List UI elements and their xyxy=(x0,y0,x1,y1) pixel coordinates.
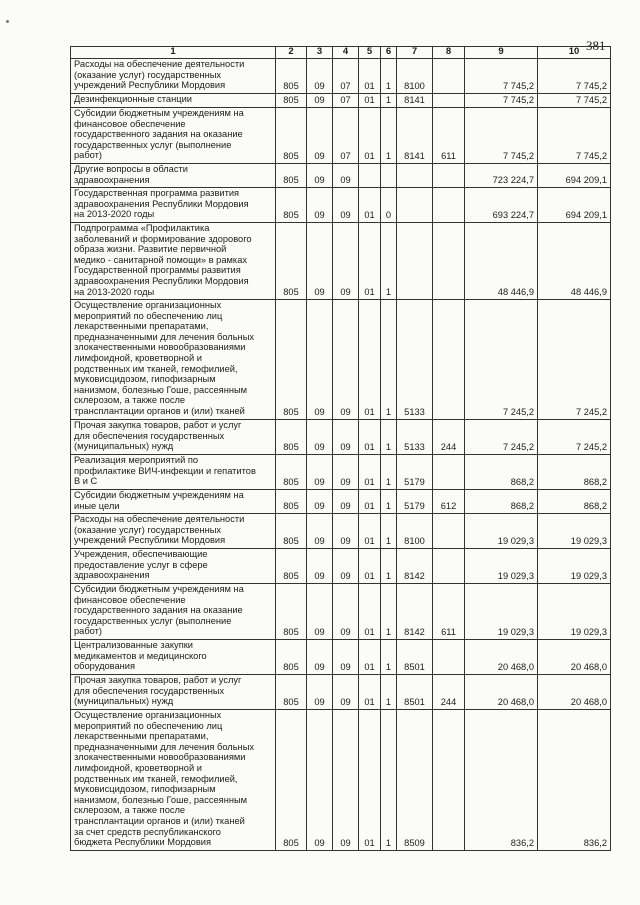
subsection-code: 09 xyxy=(333,455,359,490)
scan-speck xyxy=(6,20,9,23)
program-code: 01 xyxy=(359,640,381,675)
section-code: 09 xyxy=(307,188,333,223)
row-name-cell xyxy=(71,164,276,188)
ministry-code: 805 xyxy=(276,584,307,640)
amount-2014: 20 468,0 xyxy=(465,675,538,710)
expense-type-code xyxy=(433,59,465,94)
expense-type-code xyxy=(433,455,465,490)
expense-type-code xyxy=(433,94,465,108)
subprogram-code: 1 xyxy=(381,94,397,108)
section-code: 09 xyxy=(307,300,333,420)
table-row xyxy=(71,455,611,490)
ministry-code: 805 xyxy=(276,300,307,420)
expense-type-code: 611 xyxy=(433,584,465,640)
amount-2014: 868,2 xyxy=(465,490,538,514)
table-row xyxy=(71,490,611,514)
section-code: 09 xyxy=(307,514,333,549)
program-code: 01 xyxy=(359,188,381,223)
subsection-code: 09 xyxy=(333,188,359,223)
subprogram-code: 1 xyxy=(381,710,397,851)
row-name-cell xyxy=(71,549,276,584)
target-item-code: 8501 xyxy=(397,640,433,675)
row-name: Расходы на обеспечение деятельности (оказание услуг) государственных учреждений Республики Мордовия xyxy=(74,514,245,546)
expense-type-code xyxy=(433,549,465,584)
amount-2014: 48 446,9 xyxy=(465,223,538,300)
amount-2014: 693 224,7 xyxy=(465,188,538,223)
subprogram-code: 1 xyxy=(381,455,397,490)
table-row xyxy=(71,584,611,640)
subsection-code: 09 xyxy=(333,710,359,851)
column-number-10: 10 xyxy=(538,47,611,59)
subprogram-code: 1 xyxy=(381,640,397,675)
target-item-code xyxy=(397,164,433,188)
section-code: 09 xyxy=(307,584,333,640)
column-number-8: 8 xyxy=(433,47,465,59)
amount-2014: 7 745,2 xyxy=(465,108,538,164)
ministry-code: 805 xyxy=(276,514,307,549)
subprogram-code: 1 xyxy=(381,490,397,514)
program-code: 01 xyxy=(359,710,381,851)
amount-2015: 19 029,3 xyxy=(538,584,611,640)
program-code: 01 xyxy=(359,584,381,640)
expense-type-code xyxy=(433,300,465,420)
subprogram-code: 1 xyxy=(381,549,397,584)
amount-2015: 48 446,9 xyxy=(538,223,611,300)
table-header xyxy=(71,47,611,59)
subprogram-code: 1 xyxy=(381,108,397,164)
target-item-code: 5133 xyxy=(397,300,433,420)
program-code xyxy=(359,164,381,188)
expense-type-code xyxy=(433,640,465,675)
program-code: 01 xyxy=(359,108,381,164)
amount-2014: 723 224,7 xyxy=(465,164,538,188)
target-item-code: 5133 xyxy=(397,420,433,455)
table-row xyxy=(71,300,611,420)
target-item-code: 8142 xyxy=(397,549,433,584)
subsection-code: 09 xyxy=(333,300,359,420)
program-code: 01 xyxy=(359,549,381,584)
section-code: 09 xyxy=(307,549,333,584)
subsection-code: 09 xyxy=(333,420,359,455)
amount-2015: 20 468,0 xyxy=(538,640,611,675)
section-code: 09 xyxy=(307,59,333,94)
row-name-cell xyxy=(71,59,276,94)
subprogram-code: 1 xyxy=(381,584,397,640)
amount-2014: 7 245,2 xyxy=(465,300,538,420)
target-item-code: 5179 xyxy=(397,455,433,490)
subsection-code: 09 xyxy=(333,675,359,710)
section-code: 09 xyxy=(307,675,333,710)
table-row xyxy=(71,164,611,188)
ministry-code: 805 xyxy=(276,94,307,108)
table-body xyxy=(71,59,611,851)
subsection-code: 09 xyxy=(333,223,359,300)
expense-type-code xyxy=(433,710,465,851)
section-code: 09 xyxy=(307,710,333,851)
column-number-1: 1 xyxy=(71,47,276,59)
table-row xyxy=(71,59,611,94)
program-code: 01 xyxy=(359,59,381,94)
amount-2015: 694 209,1 xyxy=(538,188,611,223)
row-name-cell xyxy=(71,584,276,640)
target-item-code xyxy=(397,188,433,223)
row-name: Осуществление организационных мероприятий по обеспечению лиц лекарственными препаратами, предназначенными для лечения больных злокачественными новообразованиями лимфоидной, кроветворной и родственных им тканей, гемофилией, муковисцидозом, гипофизарным нанизмом, болезнью Гоше, рассеянным склерозом, а также после трансплантации органов и (или) тканей xyxy=(74,300,255,416)
target-item-code: 8501 xyxy=(397,675,433,710)
amount-2014: 868,2 xyxy=(465,455,538,490)
column-number-5: 5 xyxy=(359,47,381,59)
row-name: Прочая закупка товаров, работ и услуг для обеспечения государственных (муниципальных) нужд xyxy=(74,420,242,452)
subprogram-code: 1 xyxy=(381,675,397,710)
row-name-cell xyxy=(71,300,276,420)
program-code: 01 xyxy=(359,514,381,549)
column-number-row xyxy=(71,47,611,59)
ministry-code: 805 xyxy=(276,420,307,455)
section-code: 09 xyxy=(307,490,333,514)
target-item-code: 8141 xyxy=(397,94,433,108)
amount-2015: 7 745,2 xyxy=(538,94,611,108)
target-item-code: 8100 xyxy=(397,59,433,94)
program-code: 01 xyxy=(359,94,381,108)
row-name-cell xyxy=(71,94,276,108)
row-name: Субсидии бюджетным учреждениям на иные цели xyxy=(74,490,244,511)
expense-type-code xyxy=(433,164,465,188)
subsection-code: 07 xyxy=(333,59,359,94)
table-row xyxy=(71,710,611,851)
expense-type-code: 611 xyxy=(433,108,465,164)
row-name-cell xyxy=(71,710,276,851)
section-code: 09 xyxy=(307,640,333,675)
subsection-code: 09 xyxy=(333,490,359,514)
ministry-code: 805 xyxy=(276,223,307,300)
expense-type-code xyxy=(433,223,465,300)
program-code: 01 xyxy=(359,490,381,514)
section-code: 09 xyxy=(307,108,333,164)
row-name-cell xyxy=(71,640,276,675)
row-name-cell xyxy=(71,455,276,490)
amount-2014: 836,2 xyxy=(465,710,538,851)
amount-2015: 7 245,2 xyxy=(538,420,611,455)
subsection-code: 09 xyxy=(333,514,359,549)
row-name: Осуществление организационных мероприятий по обеспечению лиц лекарственными препаратами, предназначенными для лечения больных злокачественными новообразованиями лимфоидной, кроветворной и родственных им тканей, гемофилией, муковисцидозом, гипофизарным нанизмом, болезнью Гоше, рассеянным склерозом, а также после трансплантации органов и (или) тканей за счет средств республиканского бюджета Республики Мордовия xyxy=(74,710,255,848)
row-name: Субсидии бюджетным учреждениям на финансовое обеспечение государственного задания на оказание государственных услуг (выполнение работ) xyxy=(74,108,244,161)
row-name-cell xyxy=(71,420,276,455)
table-row xyxy=(71,223,611,300)
row-name-cell xyxy=(71,108,276,164)
row-name: Дезинфекционные станции xyxy=(74,94,192,104)
row-name: Расходы на обеспечение деятельности (оказание услуг) государственных учреждений Республики Мордовия xyxy=(74,59,245,91)
section-code: 09 xyxy=(307,94,333,108)
amount-2015: 836,2 xyxy=(538,710,611,851)
amount-2015: 7 745,2 xyxy=(538,59,611,94)
amount-2015: 19 029,3 xyxy=(538,514,611,549)
amount-2015: 7 245,2 xyxy=(538,300,611,420)
program-code: 01 xyxy=(359,675,381,710)
amount-2015: 7 745,2 xyxy=(538,108,611,164)
ministry-code: 805 xyxy=(276,675,307,710)
row-name: Государственная программа развития здравоохранения Республики Мордовия на 2013-2020 годы xyxy=(74,188,249,220)
row-name: Прочая закупка товаров, работ и услуг для обеспечения государственных (муниципальных) нужд xyxy=(74,675,242,707)
subprogram-code: 1 xyxy=(381,300,397,420)
program-code: 01 xyxy=(359,223,381,300)
subsection-code: 07 xyxy=(333,94,359,108)
ministry-code: 805 xyxy=(276,549,307,584)
expense-type-code xyxy=(433,188,465,223)
expense-type-code: 244 xyxy=(433,675,465,710)
subprogram-code: 1 xyxy=(381,514,397,549)
target-item-code: 8100 xyxy=(397,514,433,549)
table-row xyxy=(71,188,611,223)
row-name-cell xyxy=(71,223,276,300)
target-item-code: 8509 xyxy=(397,710,433,851)
section-code: 09 xyxy=(307,420,333,455)
ministry-code: 805 xyxy=(276,455,307,490)
amount-2015: 694 209,1 xyxy=(538,164,611,188)
target-item-code: 5179 xyxy=(397,490,433,514)
table-row xyxy=(71,420,611,455)
expense-type-code xyxy=(433,514,465,549)
section-code: 09 xyxy=(307,223,333,300)
amount-2014: 7 745,2 xyxy=(465,59,538,94)
subsection-code: 07 xyxy=(333,108,359,164)
amount-2014: 20 468,0 xyxy=(465,640,538,675)
ministry-code: 805 xyxy=(276,188,307,223)
subprogram-code: 1 xyxy=(381,420,397,455)
row-name: Субсидии бюджетным учреждениям на финансовое обеспечение государственного задания на оказание государственных услуг (выполнение работ) xyxy=(74,584,244,637)
ministry-code: 805 xyxy=(276,710,307,851)
subsection-code: 09 xyxy=(333,549,359,584)
table-row xyxy=(71,108,611,164)
subprogram-code: 1 xyxy=(381,223,397,300)
row-name-cell xyxy=(71,490,276,514)
column-number-2: 2 xyxy=(276,47,307,59)
column-number-4: 4 xyxy=(333,47,359,59)
amount-2014: 7 245,2 xyxy=(465,420,538,455)
amount-2015: 19 029,3 xyxy=(538,549,611,584)
row-name: Другие вопросы в области здравоохранения xyxy=(74,164,188,185)
subsection-code: 09 xyxy=(333,164,359,188)
table-row xyxy=(71,94,611,108)
program-code: 01 xyxy=(359,300,381,420)
ministry-code: 805 xyxy=(276,640,307,675)
target-item-code: 8141 xyxy=(397,108,433,164)
row-name: Учреждения, обеспечивающие предоставление услуг в сфере здравоохранения xyxy=(74,549,208,581)
subsection-code: 09 xyxy=(333,640,359,675)
amount-2014: 19 029,3 xyxy=(465,584,538,640)
amount-2015: 868,2 xyxy=(538,455,611,490)
ministry-code: 805 xyxy=(276,108,307,164)
section-code: 09 xyxy=(307,164,333,188)
subprogram-code: 0 xyxy=(381,188,397,223)
table-row xyxy=(71,549,611,584)
table-row xyxy=(71,514,611,549)
amount-2014: 19 029,3 xyxy=(465,549,538,584)
row-name-cell xyxy=(71,188,276,223)
subprogram-code: 1 xyxy=(381,59,397,94)
ministry-code: 805 xyxy=(276,490,307,514)
row-name: Централизованные закупки медикаментов и медицинского оборудования xyxy=(74,640,207,672)
amount-2015: 20 468,0 xyxy=(538,675,611,710)
expense-type-code: 244 xyxy=(433,420,465,455)
row-name-cell xyxy=(71,675,276,710)
budget-table xyxy=(70,46,611,851)
column-number-7: 7 xyxy=(397,47,433,59)
column-number-3: 3 xyxy=(307,47,333,59)
section-code: 09 xyxy=(307,455,333,490)
target-item-code xyxy=(397,223,433,300)
amount-2014: 7 745,2 xyxy=(465,94,538,108)
column-number-6: 6 xyxy=(381,47,397,59)
ministry-code: 805 xyxy=(276,59,307,94)
subsection-code: 09 xyxy=(333,584,359,640)
table-row xyxy=(71,675,611,710)
row-name: Подпрограмма «Профилактика заболеваний и формирование здорового образа жизни. Развитие первичной медико - санитарной помощи» в рамках Государственной программы развития здравоохранения Республики Мордовия на 2013-2020 годы xyxy=(74,223,252,297)
program-code: 01 xyxy=(359,455,381,490)
ministry-code: 805 xyxy=(276,164,307,188)
expense-type-code: 612 xyxy=(433,490,465,514)
table-row xyxy=(71,640,611,675)
target-item-code: 8142 xyxy=(397,584,433,640)
column-number-9: 9 xyxy=(465,47,538,59)
subprogram-code xyxy=(381,164,397,188)
amount-2015: 868,2 xyxy=(538,490,611,514)
page-number: 381 xyxy=(586,38,606,53)
row-name-cell xyxy=(71,514,276,549)
amount-2014: 19 029,3 xyxy=(465,514,538,549)
program-code: 01 xyxy=(359,420,381,455)
row-name: Реализация мероприятий по профилактике ВИЧ-инфекции и гепатитов В и С xyxy=(74,455,256,487)
